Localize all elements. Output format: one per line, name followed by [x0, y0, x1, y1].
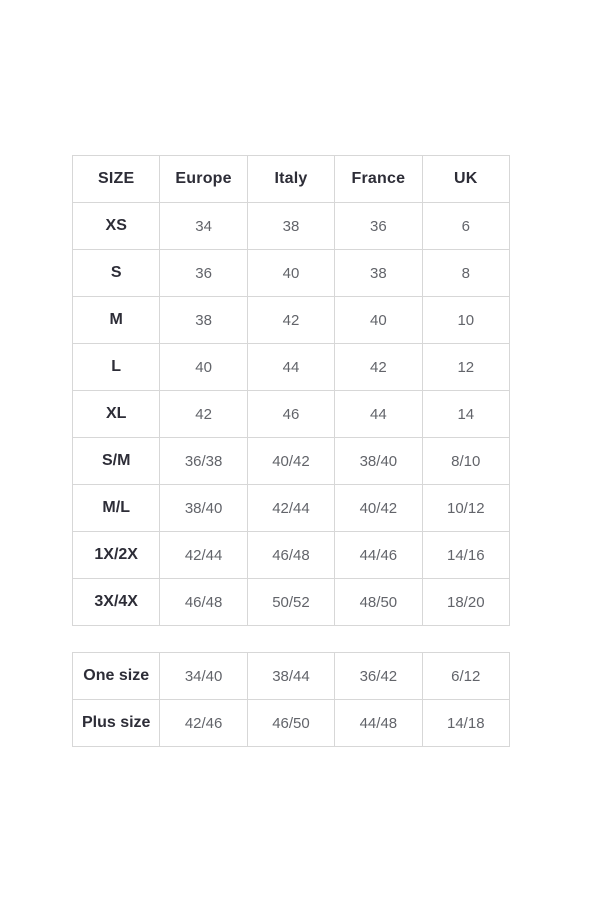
- size-value-cell: 36: [335, 203, 422, 250]
- size-value-cell: 34/40: [160, 653, 247, 700]
- size-conversion-table: [72, 155, 510, 626]
- table-row: [73, 579, 510, 626]
- size-value-cell: 34: [160, 203, 247, 250]
- size-label-cell: M: [73, 297, 160, 344]
- size-label-cell: One size: [73, 653, 160, 700]
- size-value-cell: 46/50: [247, 700, 334, 747]
- size-value-cell: 42/46: [160, 700, 247, 747]
- size-value-cell: 36: [160, 250, 247, 297]
- size-value-cell: 42/44: [160, 532, 247, 579]
- column-header-france: France: [335, 156, 422, 203]
- size-value-cell: 48/50: [335, 579, 422, 626]
- size-value-cell: 10/12: [422, 485, 509, 532]
- size-label-cell: L: [73, 344, 160, 391]
- table-row: [73, 391, 510, 438]
- table-row: [73, 438, 510, 485]
- tables-wrap: [72, 155, 510, 747]
- size-value-cell: 36/38: [160, 438, 247, 485]
- size-label-cell: XS: [73, 203, 160, 250]
- size-value-cell: 40/42: [247, 438, 334, 485]
- size-value-cell: 6/12: [422, 653, 509, 700]
- column-header-europe: Europe: [160, 156, 247, 203]
- table-row: [73, 250, 510, 297]
- column-header-italy: Italy: [247, 156, 334, 203]
- size-value-cell: 38: [160, 297, 247, 344]
- size-value-cell: 14/18: [422, 700, 509, 747]
- column-header-uk: UK: [422, 156, 509, 203]
- size-value-cell: 10: [422, 297, 509, 344]
- size-value-cell: 42/44: [247, 485, 334, 532]
- table-row: [73, 532, 510, 579]
- size-value-cell: 38: [247, 203, 334, 250]
- size-label-cell: S/M: [73, 438, 160, 485]
- size-value-cell: 18/20: [422, 579, 509, 626]
- size-value-cell: 42: [247, 297, 334, 344]
- size-value-cell: 38/44: [247, 653, 334, 700]
- column-header-size: SIZE: [73, 156, 160, 203]
- size-value-cell: 38: [335, 250, 422, 297]
- size-value-cell: 46/48: [160, 579, 247, 626]
- size-value-cell: 44/46: [335, 532, 422, 579]
- size-value-cell: 8/10: [422, 438, 509, 485]
- table-header-row: [73, 156, 510, 203]
- size-value-cell: 42: [335, 344, 422, 391]
- table-row: [73, 653, 510, 700]
- size-value-cell: 36/42: [335, 653, 422, 700]
- size-value-cell: 40: [335, 297, 422, 344]
- size-label-cell: S: [73, 250, 160, 297]
- size-value-cell: 44/48: [335, 700, 422, 747]
- size-label-cell: XL: [73, 391, 160, 438]
- size-label-cell: 1X/2X: [73, 532, 160, 579]
- size-value-cell: 12: [422, 344, 509, 391]
- size-value-cell: 38/40: [160, 485, 247, 532]
- size-value-cell: 44: [247, 344, 334, 391]
- table-row: [73, 203, 510, 250]
- size-label-cell: M/L: [73, 485, 160, 532]
- table-row: [73, 485, 510, 532]
- size-label-cell: Plus size: [73, 700, 160, 747]
- table-row: [73, 297, 510, 344]
- table-row: [73, 700, 510, 747]
- table-row: [73, 344, 510, 391]
- size-value-cell: 46: [247, 391, 334, 438]
- size-value-cell: 14/16: [422, 532, 509, 579]
- size-value-cell: 38/40: [335, 438, 422, 485]
- size-value-cell: 50/52: [247, 579, 334, 626]
- special-sizes-table: [72, 652, 510, 747]
- size-value-cell: 6: [422, 203, 509, 250]
- size-value-cell: 14: [422, 391, 509, 438]
- size-value-cell: 42: [160, 391, 247, 438]
- size-value-cell: 8: [422, 250, 509, 297]
- size-value-cell: 40: [160, 344, 247, 391]
- size-value-cell: 44: [335, 391, 422, 438]
- size-value-cell: 40: [247, 250, 334, 297]
- size-label-cell: 3X/4X: [73, 579, 160, 626]
- size-value-cell: 46/48: [247, 532, 334, 579]
- size-value-cell: 40/42: [335, 485, 422, 532]
